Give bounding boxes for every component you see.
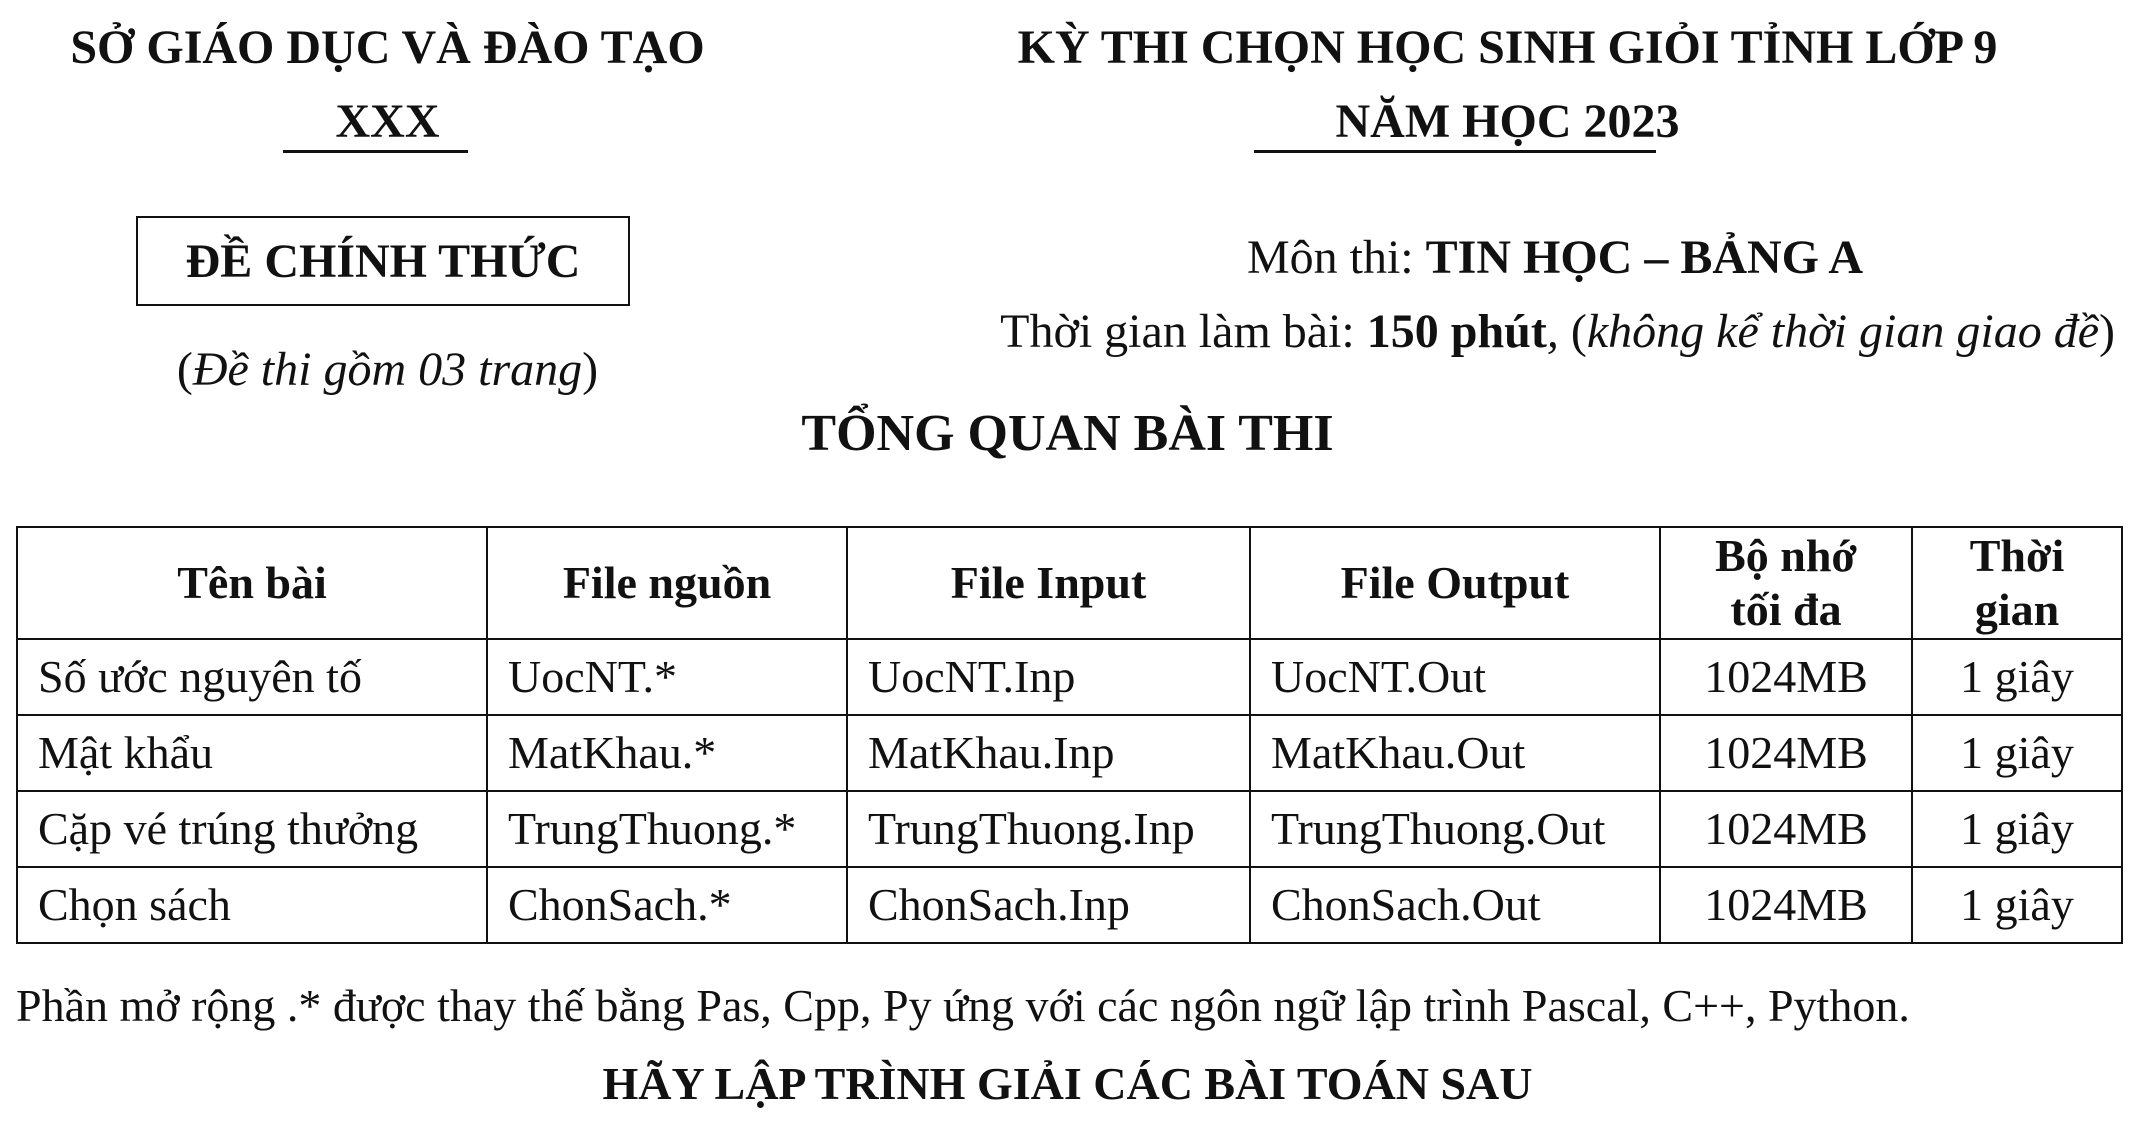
table-row xyxy=(17,715,2122,791)
header-memory-line1: Bộ nhớ xyxy=(1715,530,1857,581)
pages-note: (Đề thi gồm 03 trang) xyxy=(176,343,599,396)
cell-input: MatKhau.Inp xyxy=(847,715,1250,791)
cell-source: TrungThuong.* xyxy=(487,791,847,867)
cell-name: Cặp vé trúng thưởng xyxy=(17,791,487,867)
department-name: SỞ GIÁO DỤC VÀ ĐÀO TẠO xyxy=(70,21,705,74)
cell-output: ChonSach.Out xyxy=(1250,867,1660,943)
department-code: XXX xyxy=(335,95,440,148)
table-row xyxy=(17,639,2122,715)
cell-output: UocNT.Out xyxy=(1250,639,1660,715)
header-memory-line2: tối đa xyxy=(1730,584,1842,635)
header-name: Tên bài xyxy=(17,527,487,639)
cell-source: UocNT.* xyxy=(487,639,847,715)
time-line: Thời gian làm bài: 150 phút, (không kể thời gian giao đề) xyxy=(1000,305,2115,358)
cell-memory: 1024MB xyxy=(1660,867,1912,943)
cell-time: 1 giây xyxy=(1912,715,2122,791)
header-memory xyxy=(1660,527,1912,639)
cell-input: TrungThuong.Inp xyxy=(847,791,1250,867)
subject-value: TIN HỌC – BẢNG A xyxy=(1425,231,1864,284)
table-header-row xyxy=(17,527,2122,639)
header-input: File Input xyxy=(847,527,1250,639)
overview-table xyxy=(16,526,2123,944)
time-value: 150 phút xyxy=(1366,305,1547,358)
cell-time: 1 giây xyxy=(1912,867,2122,943)
cell-memory: 1024MB xyxy=(1660,639,1912,715)
cell-name: Mật khẩu xyxy=(17,715,487,791)
cell-source: MatKhau.* xyxy=(487,715,847,791)
header-output: File Output xyxy=(1250,527,1660,639)
subject-line xyxy=(1000,228,2110,288)
header-time-line2: gian xyxy=(1974,584,2060,635)
cell-time: 1 giây xyxy=(1912,791,2122,867)
school-year: NĂM HỌC 2023 xyxy=(1335,95,1680,148)
table-row xyxy=(17,867,2122,943)
cell-source: ChonSach.* xyxy=(487,867,847,943)
header-time-line1: Thời xyxy=(1969,530,2065,581)
time-label: Thời gian làm bài: xyxy=(1000,305,1367,358)
subject-label: Môn thi: xyxy=(1246,231,1426,284)
cell-input: UocNT.Inp xyxy=(847,639,1250,715)
school-year-underline xyxy=(1254,150,1656,153)
exam-title: KỲ THI CHỌN HỌC SINH GIỎI TỈNH LỚP 9 xyxy=(1017,21,1998,74)
official-exam-box: ĐỀ CHÍNH THỨC xyxy=(136,216,630,306)
cell-output: TrungThuong.Out xyxy=(1250,791,1660,867)
cell-input: ChonSach.Inp xyxy=(847,867,1250,943)
header-time xyxy=(1912,527,2122,639)
cell-name: Chọn sách xyxy=(17,867,487,943)
cell-time: 1 giây xyxy=(1912,639,2122,715)
extension-note: Phần mở rộng .* được thay thế bằng Pas, Cpp, Py ứng với các ngôn ngữ lập trình Pascal, C++, Python. xyxy=(16,980,1910,1031)
header-source: File nguồn xyxy=(487,527,847,639)
cell-output: MatKhau.Out xyxy=(1250,715,1660,791)
pages-note-text: Đề thi gồm 03 trang xyxy=(192,343,583,396)
department-underline xyxy=(283,150,468,153)
closing-title: HÃY LẬP TRÌNH GIẢI CÁC BÀI TOÁN SAU xyxy=(602,1058,1533,1109)
time-note: không kể thời gian giao đề xyxy=(1586,305,2100,358)
table-row xyxy=(17,791,2122,867)
section-title: TỔNG QUAN BÀI THI xyxy=(801,405,1334,462)
cell-name: Số ước nguyên tố xyxy=(17,639,487,715)
cell-memory: 1024MB xyxy=(1660,715,1912,791)
cell-memory: 1024MB xyxy=(1660,791,1912,867)
